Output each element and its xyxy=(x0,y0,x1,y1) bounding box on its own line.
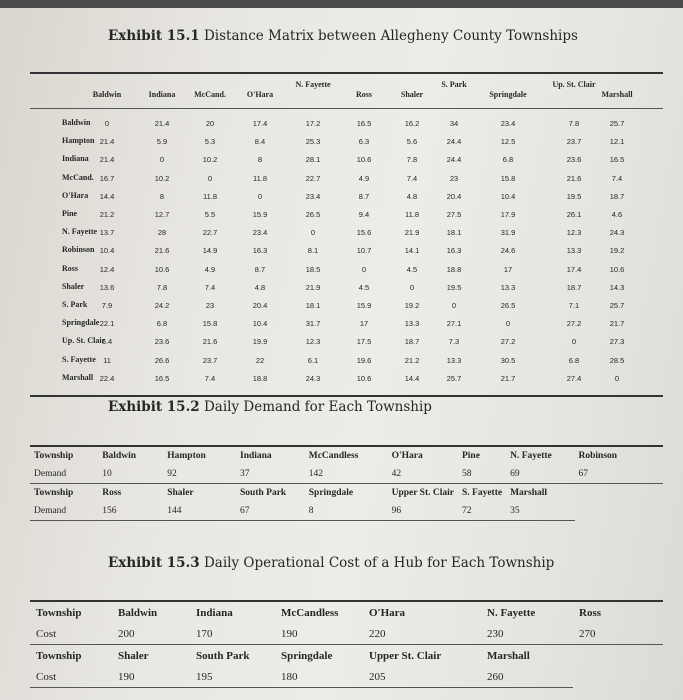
table-bottom-rule xyxy=(30,395,663,397)
matrix-cell: 5.5 xyxy=(204,210,216,219)
row-label: Cost xyxy=(30,623,112,645)
cost-value: 195 xyxy=(190,666,275,688)
row-label: Cost xyxy=(30,666,112,688)
township-name: S. Fayette xyxy=(461,488,503,498)
matrix-cell: 12.3 xyxy=(566,228,582,238)
matrix-cell: 6.1 xyxy=(307,355,319,365)
matrix-cell: 7.1 xyxy=(568,301,580,310)
matrix-cell: 22.7 xyxy=(202,228,218,238)
matrix-cell: 7.3 xyxy=(448,337,460,347)
matrix-row-label: Hampton xyxy=(62,136,95,146)
matrix-cell: 12.4 xyxy=(99,264,115,274)
cost-value: 220 xyxy=(363,623,481,645)
matrix-cell: 24.3 xyxy=(305,373,321,383)
demand-value: 144 xyxy=(163,502,236,521)
matrix-cell: 26.5 xyxy=(305,210,321,219)
exhibit-15-2-title xyxy=(108,399,432,415)
matrix-cell: 23.4 xyxy=(252,228,268,238)
demand-value: 42 xyxy=(388,465,458,484)
demand-value: 35 xyxy=(506,502,574,521)
matrix-cell: 16.3 xyxy=(252,246,268,256)
matrix-cell: 23 xyxy=(449,173,459,183)
exhibit-15-3-title xyxy=(108,555,554,571)
matrix-column-header: S. Park xyxy=(441,80,467,89)
demand-value: 142 xyxy=(305,465,388,484)
matrix-cell: 19.2 xyxy=(609,246,625,256)
matrix-cell: 21.7 xyxy=(609,319,625,329)
matrix-cell: 10.2 xyxy=(154,173,170,183)
township-name: Baldwin xyxy=(98,446,163,465)
matrix-cell: 17 xyxy=(503,264,513,274)
matrix-cell: 8 xyxy=(257,155,263,165)
matrix-cell: 10.6 xyxy=(609,264,625,274)
matrix-cell: 10.6 xyxy=(154,264,170,274)
matrix-cell: 17.2 xyxy=(305,119,321,128)
matrix-cell: 6.8 xyxy=(502,155,514,165)
matrix-column-header: O'Hara xyxy=(246,90,274,99)
row-label: Township xyxy=(30,601,112,623)
cost-value: 230 xyxy=(481,623,573,645)
matrix-cell: 28 xyxy=(157,228,167,238)
table-header-rule xyxy=(30,108,663,109)
matrix-cell: 8 xyxy=(159,191,165,201)
matrix-cell: 7.8 xyxy=(156,282,168,292)
matrix-cell: 19.2 xyxy=(404,301,420,310)
matrix-cell: 11.8 xyxy=(252,173,268,183)
matrix-cell: 21.6 xyxy=(566,173,582,183)
matrix-cell: 5.3 xyxy=(204,137,216,147)
demand-value: 156 xyxy=(98,502,163,521)
matrix-cell: 0 xyxy=(257,191,263,201)
matrix-cell: 0 xyxy=(104,119,110,128)
cost-value: 200 xyxy=(112,623,190,645)
township-name: Indiana xyxy=(190,601,275,623)
matrix-cell: 15.8 xyxy=(500,173,516,183)
matrix-cell: 26.5 xyxy=(500,301,516,310)
cost-value: 270 xyxy=(573,623,663,645)
township-name: Upper St. Clair xyxy=(369,649,442,662)
township-name: South Park xyxy=(240,488,287,498)
demand-value: 37 xyxy=(236,465,305,484)
township-name: Springdale xyxy=(308,488,354,498)
matrix-cell: 27.1 xyxy=(446,319,462,329)
matrix-cell: 12.1 xyxy=(609,137,625,147)
matrix-cell: 28.5 xyxy=(609,355,625,365)
matrix-cell: 21.4 xyxy=(99,137,115,147)
matrix-cell: 8.4 xyxy=(254,137,266,147)
matrix-cell: 26.6 xyxy=(154,355,170,365)
township-name: O'Hara xyxy=(388,446,458,465)
matrix-row-label: S. Fayette xyxy=(62,354,96,364)
matrix-cell: 19.6 xyxy=(356,355,372,365)
township-name: N. Fayette xyxy=(506,446,574,465)
matrix-cell: 12.7 xyxy=(154,210,170,219)
matrix-cell: 27.3 xyxy=(609,337,625,347)
matrix-cell: 19.9 xyxy=(252,337,268,347)
township-name: O'Hara xyxy=(363,601,481,623)
township-name: N. Fayette xyxy=(481,601,573,623)
matrix-cell: 13.3 xyxy=(500,282,516,292)
row-label: Township xyxy=(36,649,82,662)
matrix-cell: 21.2 xyxy=(99,210,115,219)
matrix-cell: 7.4 xyxy=(204,282,216,292)
matrix-cell: 25.7 xyxy=(446,373,462,383)
matrix-cell: 24.6 xyxy=(500,246,516,256)
matrix-cell: 8.1 xyxy=(307,246,319,256)
township-name: Shaler xyxy=(167,488,194,498)
demand-township-row xyxy=(30,484,663,503)
matrix-cell: 27.2 xyxy=(566,319,582,329)
matrix-cell: 0 xyxy=(505,319,511,329)
matrix-cell: 14.9 xyxy=(202,246,218,256)
matrix-cell: 7.8 xyxy=(568,119,580,128)
matrix-cell: 0 xyxy=(571,337,577,347)
matrix-row-label: Ross xyxy=(62,263,79,273)
matrix-cell: 27.2 xyxy=(500,337,516,347)
matrix-cell: 26.1 xyxy=(566,210,582,219)
matrix-cell: 7.9 xyxy=(101,301,113,310)
matrix-column-header: Springdale xyxy=(489,90,527,99)
matrix-cell: 17.4 xyxy=(566,264,582,274)
matrix-cell: 6.8 xyxy=(568,355,580,365)
matrix-cell: 20.4 xyxy=(252,301,268,310)
demand-value: 10 xyxy=(98,465,163,484)
matrix-cell: 6.4 xyxy=(101,337,113,347)
cost-value: 180 xyxy=(275,666,363,688)
matrix-cell: 0 xyxy=(361,264,367,274)
matrix-cell: 18.1 xyxy=(305,301,321,310)
matrix-cell: 10.7 xyxy=(356,246,372,256)
demand-table xyxy=(30,445,663,521)
matrix-cell: 12.3 xyxy=(305,337,321,347)
demand-value: 67 xyxy=(236,502,305,521)
row-label: Demand xyxy=(30,502,98,521)
township-name: Hampton xyxy=(163,446,236,465)
matrix-cell: 14.1 xyxy=(404,246,420,256)
demand-value: 72 xyxy=(458,502,506,521)
matrix-column-header: Shaler xyxy=(400,90,424,99)
matrix-cell: 21.7 xyxy=(500,373,516,383)
matrix-column-header: N. Fayette xyxy=(295,80,331,89)
cost-value: 205 xyxy=(363,666,481,688)
matrix-column-header: Ross xyxy=(355,90,372,99)
matrix-cell: 10.4 xyxy=(252,319,268,329)
matrix-cell: 0 xyxy=(451,301,457,310)
exhibit-15-1-title xyxy=(108,28,578,44)
township-name: Springdale xyxy=(281,649,333,662)
matrix-cell: 10.4 xyxy=(99,246,115,256)
matrix-cell: 13.3 xyxy=(446,355,462,365)
demand-value: 67 xyxy=(575,465,664,484)
matrix-cell: 13.7 xyxy=(99,228,115,238)
matrix-cell: 4.9 xyxy=(358,173,370,183)
matrix-cell: 5.9 xyxy=(156,137,168,147)
matrix-cell: 0 xyxy=(614,373,620,383)
matrix-cell: 25.3 xyxy=(305,137,321,147)
cost-value-row xyxy=(30,666,663,688)
matrix-cell: 17.4 xyxy=(252,119,268,128)
matrix-cell: 0 xyxy=(310,228,316,238)
township-name: Ross xyxy=(102,488,122,498)
matrix-cell: 17 xyxy=(359,319,369,329)
matrix-cell: 10.4 xyxy=(500,191,516,201)
matrix-cell: 23.6 xyxy=(154,337,170,347)
matrix-cell: 24.4 xyxy=(446,155,462,165)
matrix-column-header: Marshall xyxy=(601,90,633,99)
matrix-cell: 6.8 xyxy=(156,319,168,329)
matrix-cell: 24.2 xyxy=(154,301,170,310)
matrix-cell: 8.7 xyxy=(358,191,370,201)
row-label: Demand xyxy=(30,465,98,484)
matrix-column-header: Indiana xyxy=(148,90,176,99)
matrix-cell: 25.7 xyxy=(609,301,625,310)
matrix-cell: 21.6 xyxy=(154,246,170,256)
page-top-edge xyxy=(0,0,683,8)
exhibit-caption: Distance Matrix between Allegheny County Townships xyxy=(203,28,578,44)
matrix-cell: 11.8 xyxy=(202,191,218,201)
matrix-column-header: Up. St. Clair xyxy=(552,80,596,89)
demand-value-row xyxy=(30,465,663,484)
township-name: Shaler xyxy=(118,649,149,662)
matrix-cell: 23.6 xyxy=(566,155,582,165)
matrix-cell: 4.5 xyxy=(358,282,370,292)
exhibit-number: Exhibit 15.3 xyxy=(108,555,200,571)
matrix-row-label: Springdale xyxy=(62,318,100,328)
matrix-cell: 12.5 xyxy=(500,137,516,147)
matrix-cell: 20.4 xyxy=(446,191,462,201)
township-name: South Park xyxy=(196,649,250,662)
cost-value: 190 xyxy=(275,623,363,645)
matrix-cell: 17.9 xyxy=(500,210,516,219)
demand-value: 96 xyxy=(388,502,458,521)
matrix-cell: 16.5 xyxy=(154,373,170,383)
demand-value-row xyxy=(30,502,663,521)
matrix-cell: 11.8 xyxy=(404,210,420,219)
matrix-cell: 21.6 xyxy=(202,337,218,347)
matrix-cell: 10.6 xyxy=(356,155,372,165)
matrix-cell: 4.8 xyxy=(406,191,418,201)
township-name: Marshall xyxy=(487,649,530,662)
matrix-cell: 27.4 xyxy=(566,373,582,383)
matrix-cell: 18.8 xyxy=(446,264,462,274)
cost-value: 190 xyxy=(112,666,190,688)
demand-value: 58 xyxy=(458,465,506,484)
matrix-cell: 23.7 xyxy=(202,355,218,365)
matrix-cell: 4.5 xyxy=(406,264,418,274)
matrix-row-label: McCand. xyxy=(62,172,94,182)
matrix-cell: 18.7 xyxy=(566,282,582,292)
matrix-row-label: N. Fayette xyxy=(62,227,98,237)
matrix-cell: 9.4 xyxy=(358,210,370,219)
matrix-cell: 22.7 xyxy=(305,173,321,183)
matrix-cell: 17.5 xyxy=(356,337,372,347)
matrix-cell: 10.6 xyxy=(356,373,372,383)
township-name: Pine xyxy=(458,446,506,465)
matrix-cell: 21.9 xyxy=(305,282,321,292)
matrix-cell: 6.3 xyxy=(358,137,370,147)
matrix-cell: 4.8 xyxy=(254,282,266,292)
matrix-cell: 31.7 xyxy=(305,319,321,329)
matrix-cell: 22.1 xyxy=(99,319,115,329)
matrix-cell: 25.7 xyxy=(609,119,625,128)
matrix-cell: 7.4 xyxy=(406,173,418,183)
matrix-cell: 0 xyxy=(409,282,415,292)
row-label: Township xyxy=(30,446,98,465)
matrix-cell: 21.4 xyxy=(154,119,170,128)
matrix-cell: 27.5 xyxy=(446,210,462,219)
matrix-cell: 23.4 xyxy=(305,191,321,201)
table-top-rule xyxy=(30,72,663,74)
matrix-cell: 22.4 xyxy=(99,373,115,383)
matrix-cell: 21.2 xyxy=(404,355,420,365)
matrix-cell: 16.5 xyxy=(609,155,625,165)
matrix-cell: 15.6 xyxy=(356,228,372,238)
matrix-cell: 4.9 xyxy=(204,264,216,274)
matrix-cell: 30.5 xyxy=(500,355,516,365)
matrix-cell: 23.4 xyxy=(500,119,516,128)
exhibit-caption: Daily Demand for Each Township xyxy=(203,399,432,415)
demand-value: 92 xyxy=(163,465,236,484)
matrix-column-header: Baldwin xyxy=(92,90,122,99)
township-name: McCandless xyxy=(275,601,363,623)
exhibit-caption: Daily Operational Cost of a Hub for Each Township xyxy=(203,555,555,571)
matrix-cell: 13.3 xyxy=(404,319,420,329)
matrix-cell: 21.4 xyxy=(99,155,115,165)
matrix-row-label: Robinson xyxy=(62,245,95,255)
matrix-cell: 16.5 xyxy=(356,119,372,128)
cost-township-row xyxy=(30,601,663,623)
exhibit-number: Exhibit 15.1 xyxy=(108,28,200,44)
matrix-row-label: Up. St. Clair xyxy=(62,336,106,346)
matrix-cell: 24.4 xyxy=(446,137,462,147)
matrix-cell: 11 xyxy=(103,355,111,365)
matrix-cell: 15.9 xyxy=(252,210,268,219)
exhibit-number: Exhibit 15.2 xyxy=(108,399,200,415)
matrix-cell: 24.3 xyxy=(609,228,625,238)
matrix-cell: 22 xyxy=(255,355,265,365)
matrix-cell: 19.5 xyxy=(566,191,582,201)
matrix-cell: 16.7 xyxy=(99,173,115,183)
township-name: McCandless xyxy=(305,446,388,465)
demand-township-row xyxy=(30,446,663,465)
cost-table xyxy=(30,600,663,688)
matrix-cell: 10.2 xyxy=(202,155,218,165)
matrix-row-label: Shaler xyxy=(62,281,85,291)
matrix-cell: 18.7 xyxy=(404,337,420,347)
matrix-row-label: Indiana xyxy=(62,154,89,164)
matrix-cell: 14.4 xyxy=(404,373,420,383)
township-name: Ross xyxy=(573,601,663,623)
matrix-cell: 7.4 xyxy=(204,373,216,383)
cost-township-row xyxy=(30,645,663,667)
matrix-cell: 13.3 xyxy=(566,246,582,256)
matrix-cell: 28.1 xyxy=(305,155,321,165)
matrix-cell: 16.2 xyxy=(404,119,420,128)
matrix-row-label: Pine xyxy=(62,209,78,218)
matrix-cell: 31.9 xyxy=(500,228,516,238)
matrix-cell: 0 xyxy=(207,173,213,183)
matrix-cell: 13.6 xyxy=(99,282,115,292)
matrix-cell: 5.6 xyxy=(406,137,418,147)
township-name: Indiana xyxy=(236,446,305,465)
matrix-row-label: Marshall xyxy=(62,372,94,382)
matrix-cell: 4.6 xyxy=(611,210,623,219)
township-name: Robinson xyxy=(575,446,664,465)
matrix-row-label: S. Park xyxy=(62,300,88,309)
row-label: Township xyxy=(34,488,74,498)
township-name: Baldwin xyxy=(112,601,190,623)
matrix-cell: 19.5 xyxy=(446,282,462,292)
matrix-cell: 23.7 xyxy=(566,137,582,147)
matrix-cell: 23 xyxy=(205,301,215,310)
matrix-cell: 14.3 xyxy=(609,282,625,292)
matrix-cell: 21.9 xyxy=(404,228,420,238)
demand-value: 8 xyxy=(305,502,388,521)
matrix-cell: 0 xyxy=(159,155,165,165)
matrix-cell: 18.7 xyxy=(609,191,625,201)
matrix-cell: 15.9 xyxy=(356,301,372,310)
matrix-cell: 14.4 xyxy=(99,191,115,201)
cost-value: 170 xyxy=(190,623,275,645)
matrix-row-label: Baldwin xyxy=(62,118,91,127)
matrix-cell: 18.5 xyxy=(305,264,321,274)
matrix-column-header: McCand. xyxy=(194,90,226,99)
cost-value-row xyxy=(30,623,663,645)
matrix-cell: 18.8 xyxy=(252,373,268,383)
cost-value: 260 xyxy=(481,666,573,688)
matrix-cell: 16.3 xyxy=(446,246,462,256)
demand-value: 69 xyxy=(506,465,574,484)
matrix-row-label: O'Hara xyxy=(62,190,89,200)
matrix-cell: 8.7 xyxy=(254,264,266,274)
township-name: Marshall xyxy=(510,488,548,498)
matrix-cell: 18.1 xyxy=(446,228,462,238)
township-name: Upper St. Clair xyxy=(391,488,454,498)
matrix-cell: 15.8 xyxy=(202,319,218,329)
matrix-cell: 20 xyxy=(205,119,215,128)
matrix-cell: 7.4 xyxy=(611,173,623,183)
matrix-cell: 7.8 xyxy=(406,155,418,165)
matrix-cell: 34 xyxy=(449,119,459,128)
